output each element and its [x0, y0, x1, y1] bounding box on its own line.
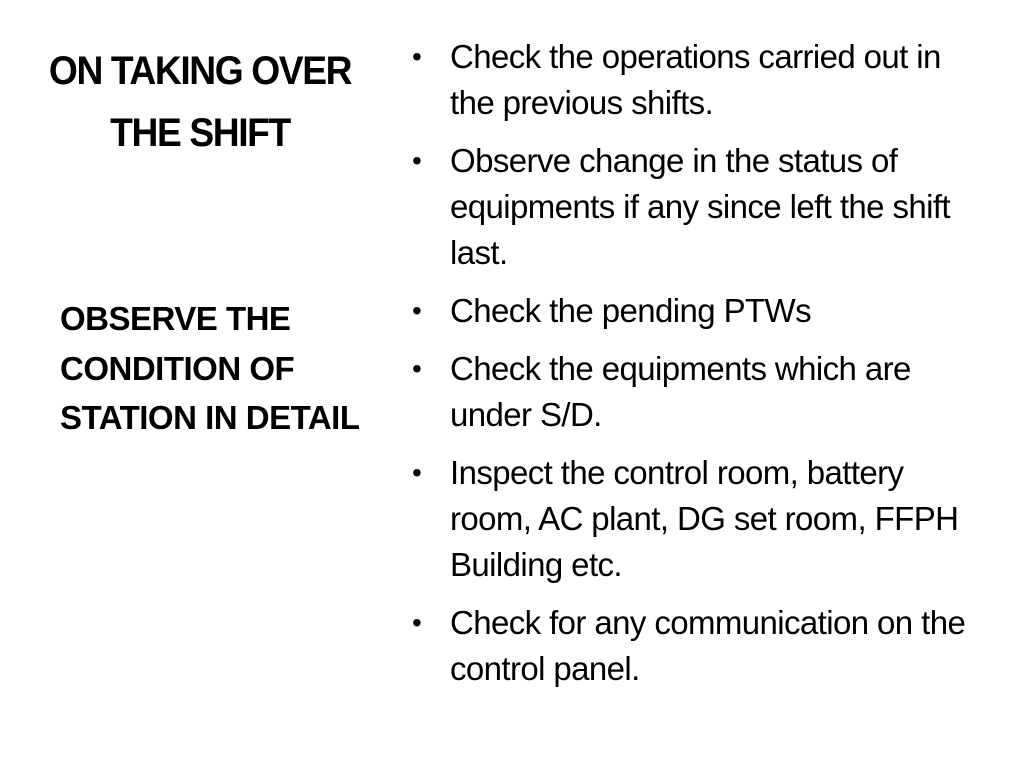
- bullet-item: [410, 346, 970, 438]
- bullet-text: Check the equipments which are under S/D.: [450, 350, 911, 433]
- bullet-text: Check the pending PTWs: [450, 292, 811, 329]
- bullet-icon: •: [412, 145, 422, 176]
- bullet-icon: •: [412, 353, 422, 384]
- bullet-item: [410, 600, 970, 692]
- bullet-text: Inspect the control room, battery room, AC plant, DG set room, FFPH Building etc.: [450, 454, 959, 583]
- bullet-icon: •: [412, 607, 422, 638]
- bullet-text: Check the operations carried out in the previous shifts.: [450, 38, 941, 121]
- bullet-list: [410, 34, 970, 704]
- bullet-item: [410, 34, 970, 126]
- bullet-item: [410, 288, 970, 334]
- bullet-text: Observe change in the status of equipments if any since left the shift last.: [450, 142, 950, 271]
- bullet-icon: •: [412, 457, 422, 488]
- bullet-text: Check for any communication on the control panel.: [450, 604, 966, 687]
- slide-subtitle: OBSERVE THE CONDITION OF STATION IN DETAIL: [60, 300, 360, 436]
- slide-title: ON TAKING OVER THE SHIFT: [48, 49, 352, 155]
- bullet-icon: •: [412, 41, 422, 72]
- bullet-item: [410, 138, 970, 276]
- bullet-icon: •: [412, 295, 422, 326]
- bullet-item: [410, 450, 970, 588]
